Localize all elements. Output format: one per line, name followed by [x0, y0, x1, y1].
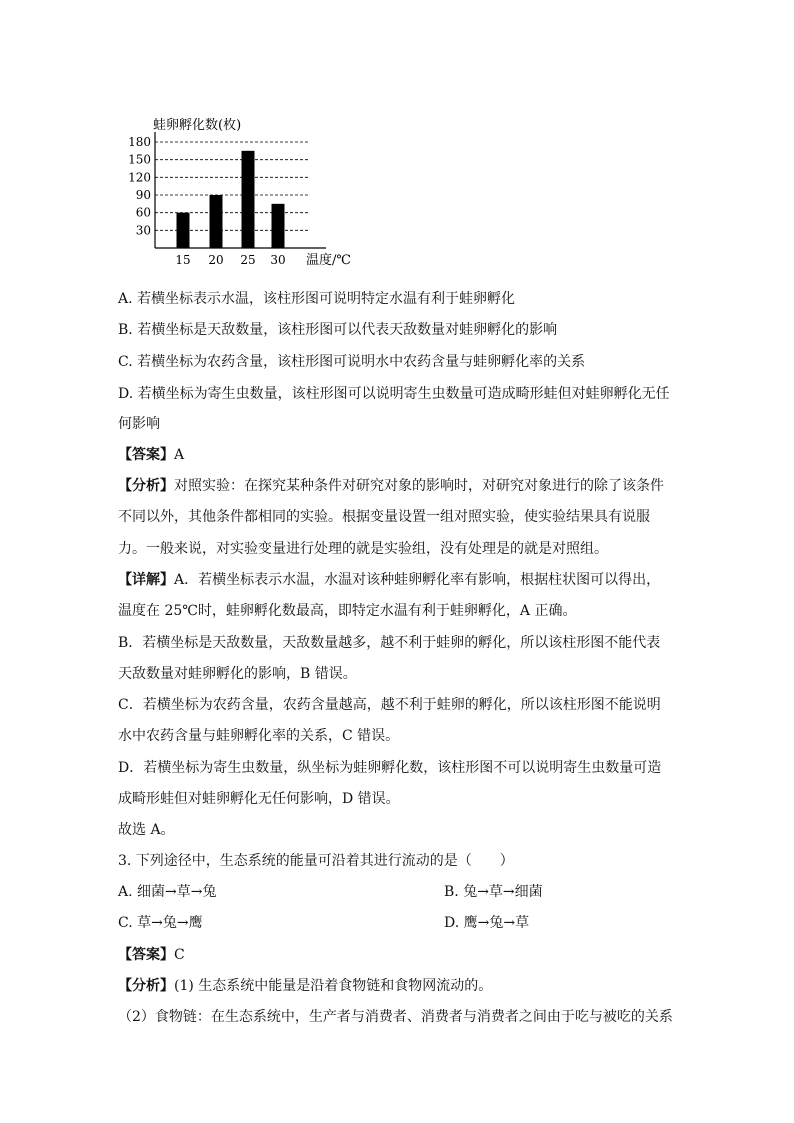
x-axis-label: 温度/℃	[306, 253, 351, 268]
y-tick-label: 150	[128, 152, 151, 167]
answer-label: 【答案】	[118, 447, 174, 463]
x-tick-label: 30	[270, 253, 286, 267]
x-tick-label: 20	[208, 253, 224, 267]
y-tick-label: 180	[128, 135, 151, 149]
bar	[272, 204, 285, 248]
y-tick-label: 60	[135, 205, 151, 220]
y-axis-label: 蛙卵孵化数(枚)	[153, 118, 242, 133]
q3-answer-value: C	[174, 947, 185, 963]
x-tick-label: 15	[175, 253, 191, 267]
bar-chart	[118, 112, 378, 272]
conclusion: 故选 A。	[118, 822, 175, 838]
q3-option-a: A. 细菌→草→兔	[118, 884, 217, 900]
detail-text-2: 温度在 25℃时，蛙卵孵化数最高，即特定水温有利于蛙卵孵化，A 正确。	[118, 603, 577, 619]
detail-text-8: 成畸形蛙但对蛙卵孵化无任何影响，D 错误。	[118, 791, 400, 807]
q3-option-d: D. 鹰→兔→草	[444, 915, 530, 931]
detail-label: 【详解】	[118, 572, 174, 588]
analysis-text: 对照实验：在探究某种条件对研究对象的影响时，对研究对象进行的除了该条件	[174, 478, 664, 494]
q3-analysis-text-2: （2）食物链：在生态系统中，生产者与消费者、消费者与消费者之间由于吃与被吃的关系	[118, 1009, 673, 1025]
option-a: A. 若横坐标表示水温，该柱形图可说明特定水温有利于蛙卵孵化	[118, 291, 516, 307]
option-d: D. 若横坐标为寄生虫数量，该柱形图可以说明寄生虫数量可造成畸形蛙但对蛙卵孵化无任	[118, 386, 670, 402]
analysis-text-3: 力。一般来说，对实验变量进行处理的就是实验组，没有处理是的就是对照组。	[118, 541, 608, 557]
bar	[177, 213, 190, 248]
option-b: B. 若横坐标是天敌数量，该柱形图可以代表天敌数量对蛙卵孵化的影响	[118, 322, 558, 338]
bar	[210, 195, 223, 248]
bar	[242, 151, 255, 248]
x-tick-label: 25	[240, 253, 256, 267]
option-d-cont: 何影响	[118, 416, 160, 432]
answer-line	[118, 445, 184, 465]
q3-answer-label: 【答案】	[118, 947, 174, 963]
analysis-text-2: 不同以外，其他条件都相同的实验。根据变量设置一组对照实验，使实验结果具有说服	[118, 509, 650, 525]
q3-option-c: C. 草→兔→鹰	[118, 915, 203, 931]
q3-analysis-text: (1) 生态系统中能量是沿着食物链和食物网流动的。	[174, 978, 493, 994]
y-tick-label: 120	[128, 170, 151, 185]
analysis-line	[118, 476, 664, 496]
answer-value: A	[174, 447, 185, 463]
detail-text: A．若横坐标表示水温，水温对该种蛙卵孵化率有影响，根据柱状图可以得出，	[174, 572, 661, 588]
q3-analysis-line	[118, 976, 492, 996]
detail-text-3: B．若横坐标是天敌数量，天敌数量越多，越不利于蛙卵的孵化，所以该柱形图不能代表	[118, 635, 661, 651]
analysis-label: 【分析】	[118, 478, 174, 494]
q3-analysis-label: 【分析】	[118, 978, 174, 994]
detail-text-4: 天敌数量对蛙卵孵化的影响，B 错误。	[118, 666, 357, 682]
detail-line	[118, 570, 660, 590]
detail-text-5: C．若横坐标为农药含量，农药含量越高，越不利于蛙卵的孵化，所以该柱形图不能说明	[118, 697, 661, 713]
detail-text-7: D．若横坐标为寄生虫数量，纵坐标为蛙卵孵化数，该柱形图不可以说明寄生虫数量可造	[118, 760, 662, 776]
y-tick-label: 90	[135, 188, 151, 202]
y-tick-label: 30	[135, 223, 151, 238]
q3-answer-line	[118, 945, 185, 965]
question-3: 3. 下列途径中，生态系统的能量可沿着其进行流动的是（ ）	[118, 853, 514, 869]
q3-option-b: B. 兔→草→细菌	[444, 884, 543, 900]
detail-text-6: 水中农药含量与蛙卵孵化率的关系，C 错误。	[118, 728, 400, 744]
option-c: C. 若横坐标为农药含量，该柱形图可说明水中农药含量与蛙卵孵化率的关系	[118, 354, 586, 370]
